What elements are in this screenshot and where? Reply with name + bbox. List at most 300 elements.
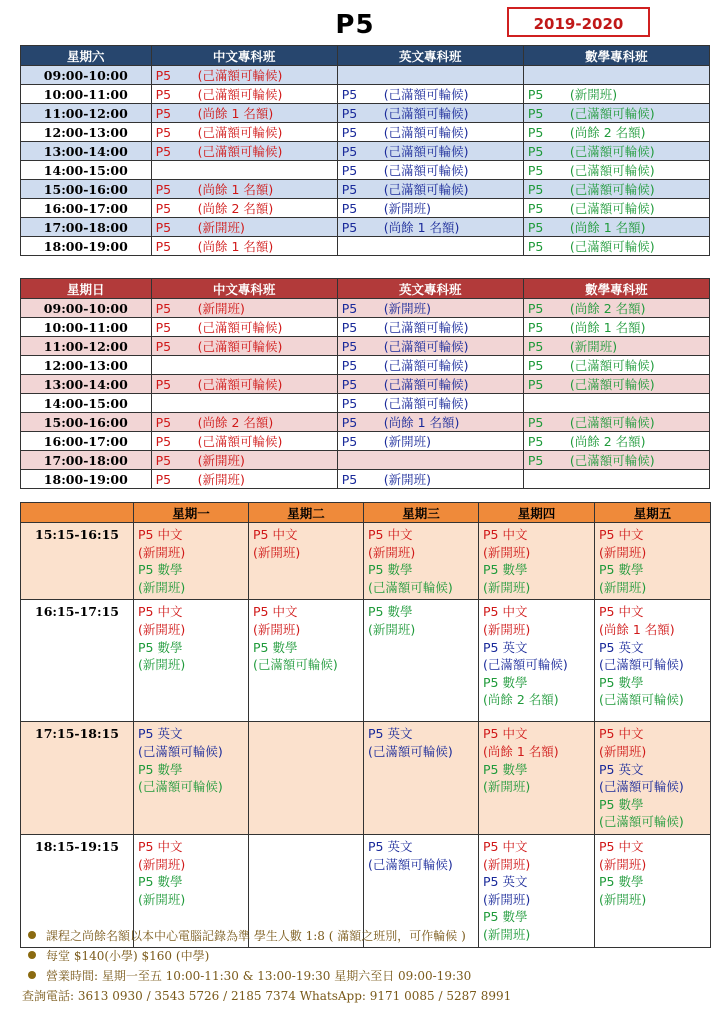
grade-label: P5 — [341, 125, 358, 140]
grade-label: P5 — [341, 163, 358, 178]
day-header: 星期二 — [249, 503, 364, 523]
class-line: (尚餘 1 名額) — [599, 621, 675, 637]
status-label: (尚餘 2 名額) — [569, 434, 646, 449]
time-cell: 10:00-11:00 — [21, 85, 152, 104]
class-line: (新開班) — [599, 579, 647, 595]
english-cell — [337, 85, 523, 104]
class-cell — [479, 722, 595, 835]
table-row — [21, 722, 711, 835]
bullet-icon — [28, 971, 36, 979]
table-row — [21, 394, 710, 413]
grade-label: P5 — [527, 87, 544, 102]
math-cell — [523, 85, 709, 104]
class-line: P5 英文 — [368, 838, 413, 854]
time-cell: 13:00-14:00 — [21, 375, 152, 394]
class-line: (尚餘 2 名額) — [483, 692, 559, 708]
class-line: (新開班) — [599, 891, 647, 907]
english-cell — [337, 299, 523, 318]
time-cell: 13:00-14:00 — [21, 142, 152, 161]
chinese-cell — [151, 218, 337, 237]
saturday-table — [20, 45, 710, 256]
chinese-cell — [151, 142, 337, 161]
status-label: (己滿額可輪候) — [383, 163, 469, 178]
english-cell — [337, 161, 523, 180]
math-cell — [523, 142, 709, 161]
table-row — [21, 299, 710, 318]
status-label: (己滿額可輪候) — [383, 377, 469, 392]
class-line: P5 數學 — [599, 674, 644, 690]
chinese-cell — [151, 356, 337, 375]
grade-label: P5 — [527, 453, 544, 468]
day-header: 星期六 — [21, 46, 152, 66]
class-line: (新開班) — [368, 544, 416, 560]
class-line: P5 英文 — [483, 874, 528, 890]
status-label: (新開班) — [383, 434, 431, 449]
class-line: (己滿額可輪候) — [138, 743, 223, 759]
grade-label: P5 — [155, 339, 172, 354]
math-cell — [523, 199, 709, 218]
english-header: 英文專科班 — [337, 279, 523, 299]
english-cell — [337, 318, 523, 337]
status-label: (新開班) — [197, 472, 245, 487]
status-label: (尚餘 1 名額) — [569, 320, 646, 335]
grade-label: P5 — [341, 320, 358, 335]
grade-label: P5 — [527, 201, 544, 216]
table-row — [21, 413, 710, 432]
status-label: (新開班) — [197, 453, 245, 468]
table-row — [21, 523, 711, 600]
class-line: (己滿額可輪候) — [599, 814, 684, 830]
class-cell — [364, 523, 479, 600]
status-label: (尚餘 1 名額) — [197, 239, 274, 254]
table-row — [21, 199, 710, 218]
weekday-table — [20, 502, 711, 948]
table-row — [21, 432, 710, 451]
chinese-cell — [151, 299, 337, 318]
time-cell: 15:15-16:15 — [21, 523, 134, 600]
class-line: (新開班) — [368, 621, 416, 637]
note-item: 課程之尚餘名額以本中心電腦記錄為準 學生人數 1:8 ( 滿額之班別，可作輪候 ) — [22, 926, 511, 946]
status-label: (尚餘 1 名額) — [383, 220, 460, 235]
class-line: P5 中文 — [599, 527, 644, 542]
table-row — [21, 123, 710, 142]
chinese-header: 中文專科班 — [151, 46, 337, 66]
status-label: (尚餘 2 名額) — [197, 201, 274, 216]
class-line: P5 數學 — [138, 639, 183, 655]
class-line: P5 中文 — [253, 527, 298, 542]
english-cell — [337, 237, 523, 256]
class-line: P5 中文 — [368, 527, 413, 542]
class-line: (新開班) — [599, 856, 647, 872]
day-header: 星期三 — [364, 503, 479, 523]
english-header: 英文專科班 — [337, 46, 523, 66]
class-line: (尚餘 1 名額) — [483, 743, 559, 759]
english-cell — [337, 413, 523, 432]
english-cell — [337, 104, 523, 123]
bullet-icon — [28, 931, 36, 939]
chinese-cell — [151, 337, 337, 356]
class-cell — [134, 600, 249, 722]
class-cell — [364, 722, 479, 835]
class-cell — [479, 523, 595, 600]
status-label: (己滿額可輪候) — [569, 377, 655, 392]
class-line: (己滿額可輪候) — [368, 856, 453, 872]
page-title: P5 — [335, 10, 375, 40]
math-cell — [523, 123, 709, 142]
time-cell: 12:00-13:00 — [21, 123, 152, 142]
english-cell — [337, 375, 523, 394]
grade-label: P5 — [527, 106, 544, 121]
class-line: (新開班) — [483, 579, 531, 595]
status-label: (新開班) — [197, 220, 245, 235]
class-line: P5 中文 — [483, 726, 528, 742]
day-header: 星期五 — [595, 503, 711, 523]
class-line: (新開班) — [599, 743, 647, 759]
time-cell: 17:15-18:15 — [21, 722, 134, 835]
math-cell — [523, 66, 709, 85]
chinese-cell — [151, 432, 337, 451]
table-row — [21, 66, 710, 85]
english-cell — [337, 451, 523, 470]
table-row — [21, 180, 710, 199]
time-cell: 16:15-17:15 — [21, 600, 134, 722]
table-row — [21, 218, 710, 237]
sunday-table — [20, 278, 710, 489]
status-label: (己滿額可輪候) — [383, 125, 469, 140]
class-line: P5 中文 — [253, 604, 298, 620]
table-row — [21, 104, 710, 123]
grade-label: P5 — [155, 201, 172, 216]
chinese-cell — [151, 85, 337, 104]
status-label: (新開班) — [569, 339, 618, 354]
chinese-cell — [151, 375, 337, 394]
math-cell — [523, 218, 709, 237]
class-line: P5 數學 — [483, 562, 528, 578]
time-cell: 18:00-19:00 — [21, 237, 152, 256]
time-cell: 11:00-12:00 — [21, 337, 152, 356]
class-line: P5 數學 — [599, 874, 644, 890]
status-label: (尚餘 1 名額) — [569, 220, 646, 235]
math-cell — [523, 104, 709, 123]
grade-label: P5 — [341, 396, 358, 411]
grade-label: P5 — [527, 182, 544, 197]
class-cell — [249, 722, 364, 835]
grade-label: P5 — [527, 239, 544, 254]
class-line: (新開班) — [599, 544, 647, 560]
status-label: (尚餘 1 名額) — [197, 182, 274, 197]
class-line: P5 數學 — [138, 562, 183, 578]
chinese-cell — [151, 123, 337, 142]
chinese-cell — [151, 237, 337, 256]
status-label: (己滿額可輪候) — [383, 106, 469, 121]
status-label: (己滿額可輪候) — [197, 377, 283, 392]
status-label: (己滿額可輪候) — [383, 358, 469, 373]
grade-label: P5 — [341, 106, 358, 121]
class-line: (新開班) — [138, 891, 186, 907]
class-line: (新開班) — [483, 856, 531, 872]
status-label: (新開班) — [383, 201, 431, 216]
status-label: (己滿額可輪候) — [383, 339, 469, 354]
time-cell: 17:00-18:00 — [21, 218, 152, 237]
math-cell — [523, 394, 709, 413]
status-label: (己滿額可輪候) — [197, 339, 283, 354]
grade-label: P5 — [155, 106, 172, 121]
table-row — [21, 142, 710, 161]
status-label: (尚餘 2 名額) — [197, 415, 274, 430]
class-line: P5 中文 — [483, 604, 528, 620]
math-header: 數學專科班 — [523, 279, 709, 299]
class-line: (新開班) — [483, 544, 531, 560]
chinese-cell — [151, 104, 337, 123]
chinese-cell — [151, 470, 337, 489]
table-row — [21, 318, 710, 337]
time-cell: 14:00-15:00 — [21, 394, 152, 413]
day-header: 星期一 — [134, 503, 249, 523]
grade-label: P5 — [527, 163, 544, 178]
math-cell — [523, 299, 709, 318]
class-cell — [249, 600, 364, 722]
english-cell — [337, 218, 523, 237]
class-line: (新開班) — [483, 926, 531, 942]
status-label: (尚餘 1 名額) — [383, 415, 460, 430]
english-cell — [337, 394, 523, 413]
class-line: P5 數學 — [599, 562, 644, 578]
class-line: P5 中文 — [138, 527, 183, 542]
status-label: (己滿額可輪候) — [383, 320, 469, 335]
class-line: (新開班) — [253, 544, 301, 560]
english-cell — [337, 66, 523, 85]
status-label: (己滿額可輪候) — [197, 434, 283, 449]
time-cell: 16:00-17:00 — [21, 432, 152, 451]
grade-label: P5 — [527, 301, 544, 316]
english-cell — [337, 432, 523, 451]
status-label: (尚餘 2 名額) — [569, 125, 646, 140]
math-cell — [523, 237, 709, 256]
class-cell — [595, 722, 711, 835]
chinese-header: 中文專科班 — [151, 279, 337, 299]
status-label: (己滿額可輪候) — [197, 320, 283, 335]
status-label: (己滿額可輪候) — [197, 68, 283, 83]
class-cell — [249, 523, 364, 600]
grade-label: P5 — [527, 358, 544, 373]
math-cell — [523, 356, 709, 375]
grade-label: P5 — [527, 377, 544, 392]
table-row — [21, 85, 710, 104]
class-line: P5 數學 — [483, 674, 528, 690]
status-label: (己滿額可輪候) — [569, 182, 655, 197]
grade-label: P5 — [341, 201, 358, 216]
class-line: P5 英文 — [599, 639, 644, 655]
class-line: P5 中文 — [483, 527, 528, 542]
grade-label: P5 — [527, 320, 544, 335]
math-cell — [523, 337, 709, 356]
status-label: (己滿額可輪候) — [569, 358, 655, 373]
status-label: (己滿額可輪候) — [569, 144, 655, 159]
class-cell — [134, 523, 249, 600]
chinese-cell — [151, 451, 337, 470]
time-cell: 14:00-15:00 — [21, 161, 152, 180]
class-line: P5 中文 — [138, 838, 183, 854]
notes — [22, 926, 511, 1006]
class-line: P5 英文 — [599, 761, 644, 777]
class-line: P5 數學 — [483, 761, 528, 777]
class-line: P5 中文 — [483, 838, 528, 854]
chinese-cell — [151, 199, 337, 218]
math-cell — [523, 432, 709, 451]
class-line: P5 數學 — [483, 909, 528, 925]
time-cell: 15:00-16:00 — [21, 180, 152, 199]
class-line: (新開班) — [483, 891, 531, 907]
status-label: (己滿額可輪候) — [569, 201, 655, 216]
class-line: (新開班) — [138, 579, 186, 595]
table-row — [21, 237, 710, 256]
grade-label: P5 — [155, 68, 172, 83]
status-label: (己滿額可輪候) — [197, 125, 283, 140]
chinese-cell — [151, 66, 337, 85]
math-cell — [523, 161, 709, 180]
class-line: (己滿額可輪候) — [138, 779, 223, 795]
time-cell: 18:00-19:00 — [21, 470, 152, 489]
table-row — [21, 375, 710, 394]
grade-label: P5 — [341, 87, 358, 102]
bullet-icon — [28, 951, 36, 959]
class-line: (己滿額可輪候) — [368, 579, 453, 595]
grade-label: P5 — [155, 377, 172, 392]
class-line: (己滿額可輪候) — [599, 657, 684, 673]
grade-label: P5 — [155, 182, 172, 197]
math-cell — [523, 180, 709, 199]
status-label: (新開班) — [383, 472, 431, 487]
class-line: P5 數學 — [138, 874, 183, 890]
table-row — [21, 470, 710, 489]
class-line: (新開班) — [138, 621, 186, 637]
grade-label: P5 — [155, 239, 172, 254]
class-line: P5 數學 — [138, 761, 183, 777]
grade-label: P5 — [155, 220, 172, 235]
grade-label: P5 — [155, 453, 172, 468]
status-label: (己滿額可輪候) — [569, 415, 655, 430]
class-cell — [364, 600, 479, 722]
status-label: (尚餘 1 名額) — [197, 106, 274, 121]
grade-label: P5 — [341, 144, 358, 159]
grade-label: P5 — [341, 415, 358, 430]
class-line: (新開班) — [483, 621, 531, 637]
grade-label: P5 — [527, 144, 544, 159]
class-line: (新開班) — [138, 544, 186, 560]
note-item: 營業時間: 星期一至五 10:00-11:30 & 13:00-19:30 星期六至日 09:00-19:30 — [22, 966, 511, 986]
english-cell — [337, 199, 523, 218]
status-label: (己滿額可輪候) — [383, 182, 469, 197]
class-line: P5 英文 — [368, 726, 413, 742]
grade-label: P5 — [527, 415, 544, 430]
grade-label: P5 — [155, 144, 172, 159]
grade-label: P5 — [527, 339, 544, 354]
math-cell — [523, 318, 709, 337]
grade-label: P5 — [155, 415, 172, 430]
class-line: (新開班) — [138, 856, 186, 872]
status-label: (己滿額可輪候) — [569, 453, 655, 468]
table-row — [21, 600, 711, 722]
status-label: (新開班) — [383, 301, 431, 316]
grade-label: P5 — [341, 358, 358, 373]
chinese-cell — [151, 161, 337, 180]
status-label: (新開班) — [197, 301, 245, 316]
grade-label: P5 — [341, 472, 358, 487]
grade-label: P5 — [155, 472, 172, 487]
table-row — [21, 356, 710, 375]
math-cell — [523, 413, 709, 432]
grade-label: P5 — [527, 434, 544, 449]
time-cell: 12:00-13:00 — [21, 356, 152, 375]
time-cell: 09:00-10:00 — [21, 299, 152, 318]
class-line: P5 中文 — [599, 838, 644, 854]
chinese-cell — [151, 413, 337, 432]
status-label: (己滿額可輪候) — [383, 87, 469, 102]
time-cell: 11:00-12:00 — [21, 104, 152, 123]
class-line: P5 數學 — [368, 604, 413, 620]
chinese-cell — [151, 180, 337, 199]
class-cell — [595, 834, 711, 947]
grade-label: P5 — [527, 220, 544, 235]
class-line: P5 中文 — [599, 604, 644, 620]
time-cell: 16:00-17:00 — [21, 199, 152, 218]
corner-header — [21, 503, 134, 523]
status-label: (己滿額可輪候) — [569, 239, 655, 254]
table-row — [21, 337, 710, 356]
math-cell — [523, 375, 709, 394]
class-line: (己滿額可輪候) — [368, 743, 453, 759]
class-line: (新開班) — [483, 779, 531, 795]
english-cell — [337, 180, 523, 199]
year-badge: 2019-2020 — [507, 7, 650, 37]
contact-info: 查詢電話: 3613 0930 / 3543 5726 / 2185 7374 WhatsApp: 9171 0085 / 5287 8991 — [22, 989, 512, 1003]
time-cell: 15:00-16:00 — [21, 413, 152, 432]
status-label: (己滿額可輪候) — [383, 396, 469, 411]
day-header: 星期日 — [21, 279, 152, 299]
grade-label: P5 — [155, 125, 172, 140]
chinese-cell — [151, 318, 337, 337]
class-line: P5 數學 — [599, 796, 644, 812]
math-header: 數學專科班 — [523, 46, 709, 66]
class-line: P5 英文 — [138, 726, 183, 742]
class-line: (己滿額可輪候) — [483, 657, 568, 673]
class-line: (新開班) — [138, 657, 186, 673]
day-header: 星期四 — [479, 503, 595, 523]
grade-label: P5 — [341, 182, 358, 197]
math-cell — [523, 470, 709, 489]
grade-label: P5 — [341, 434, 358, 449]
class-line: P5 中文 — [138, 604, 183, 620]
status-label: (己滿額可輪候) — [569, 106, 655, 121]
time-cell: 17:00-18:00 — [21, 451, 152, 470]
grade-label: P5 — [155, 434, 172, 449]
grade-label: P5 — [341, 339, 358, 354]
status-label: (己滿額可輪候) — [383, 144, 469, 159]
english-cell — [337, 142, 523, 161]
class-cell — [595, 523, 711, 600]
class-line: P5 英文 — [483, 639, 528, 655]
grade-label: P5 — [341, 377, 358, 392]
grade-label: P5 — [155, 301, 172, 316]
table-row — [21, 161, 710, 180]
note-item: 每堂 $140(小學) $160 (中學) — [22, 946, 511, 966]
status-label: (新開班) — [569, 87, 618, 102]
english-cell — [337, 337, 523, 356]
grade-label: P5 — [155, 87, 172, 102]
english-cell — [337, 123, 523, 142]
table-row — [21, 451, 710, 470]
status-label: (尚餘 2 名額) — [569, 301, 646, 316]
